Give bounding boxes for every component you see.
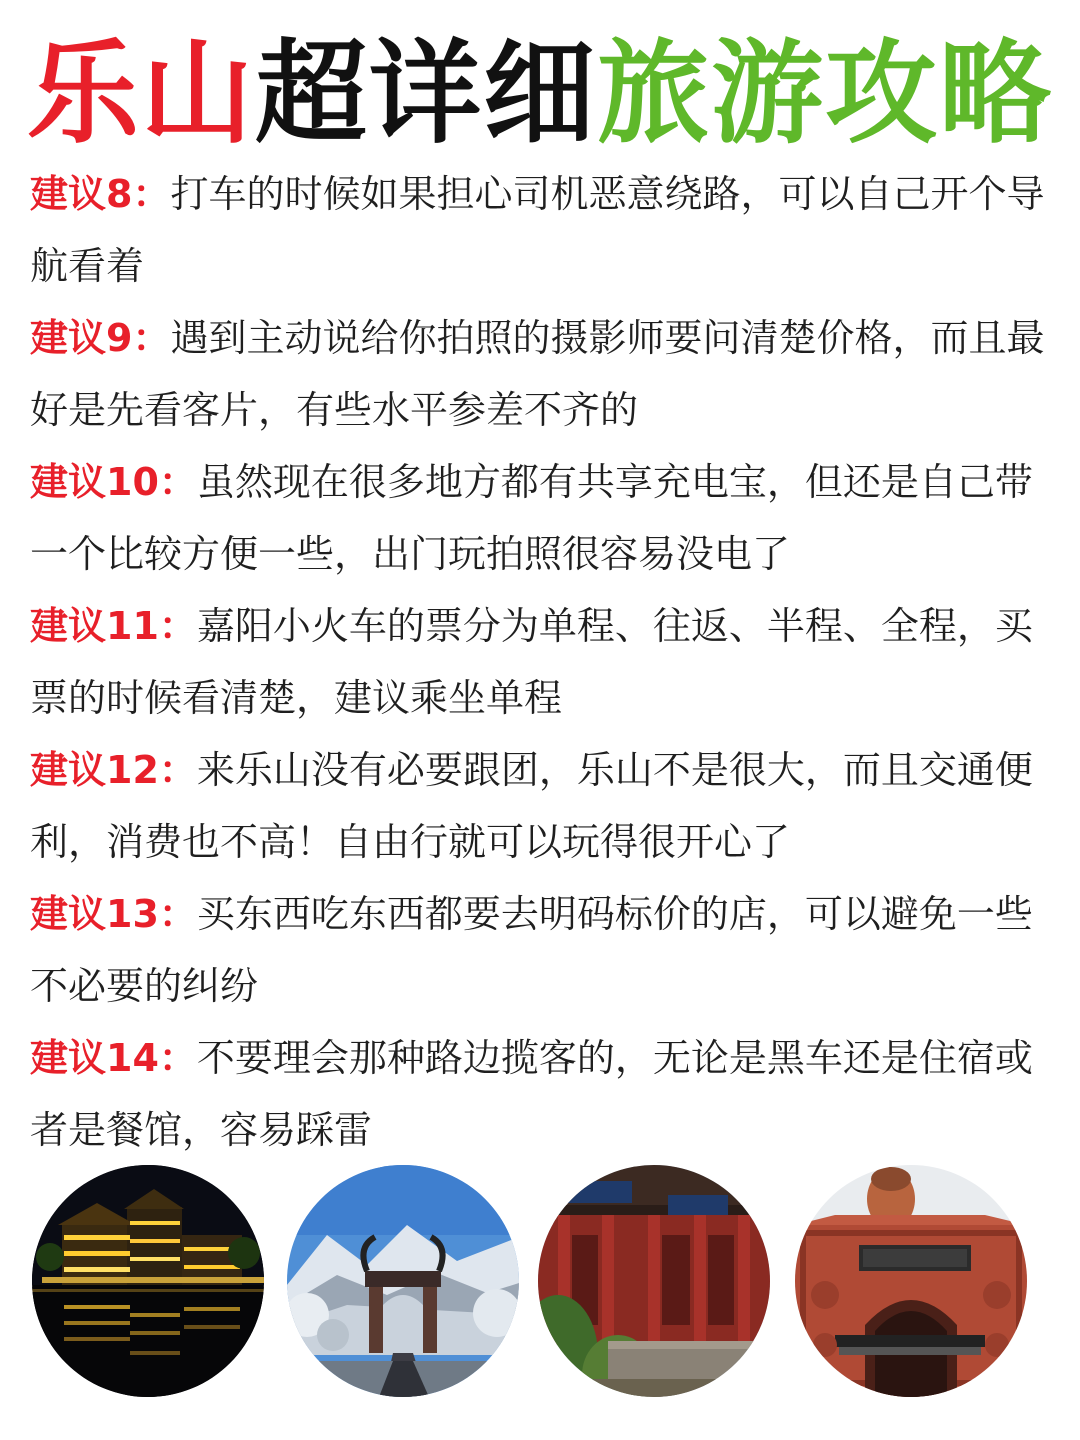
photo-row bbox=[30, 1165, 1050, 1405]
tip-text: 不要理会那种路边揽客的，无论是黑车还是住宿或者是餐馆，容易踩雷 bbox=[30, 1036, 1033, 1152]
tip-item bbox=[30, 734, 1060, 878]
tip-text: 买东西吃东西都要去明码标价的店，可以避免一些不必要的纠纷 bbox=[30, 892, 1033, 1008]
tip-item bbox=[30, 1022, 1060, 1166]
snowy-mountain-gate-photo bbox=[287, 1165, 519, 1397]
tips-list bbox=[30, 158, 1060, 1166]
tip-label: 建议14： bbox=[30, 1036, 197, 1080]
tip-item bbox=[30, 878, 1060, 1022]
tip-item bbox=[30, 158, 1060, 302]
tip-item bbox=[30, 446, 1060, 590]
tip-text: 嘉阳小火车的票分为单程、往返、半程、全程，买票的时候看清楚，建议乘坐单程 bbox=[30, 604, 1033, 720]
tip-text: 来乐山没有必要跟团，乐山不是很大，而且交通便利，消费也不高！自由行就可以玩得很开心了 bbox=[30, 748, 1033, 864]
title-part-leshan: 乐山 bbox=[27, 29, 255, 159]
tip-item bbox=[30, 590, 1060, 734]
title-part-travel-guide: 旅游攻略 bbox=[597, 29, 1053, 159]
tip-text: 打车的时候如果担心司机恶意绕路，可以自己开个导航看着 bbox=[30, 172, 1045, 288]
tip-text: 遇到主动说给你拍照的摄影师要问清楚价格，而且最好是先看客片，有些水平参差不齐的 bbox=[30, 316, 1045, 432]
tip-item bbox=[30, 302, 1060, 446]
tip-label: 建议10： bbox=[30, 460, 197, 504]
tip-text: 虽然现在很多地方都有共享充电宝，但还是自己带一个比较方便一些，出门玩拍照很容易没电了 bbox=[30, 460, 1033, 576]
page-title bbox=[0, 24, 1080, 164]
tip-label: 建议9： bbox=[30, 316, 171, 360]
buddha-gate-photo bbox=[795, 1165, 1027, 1397]
title-part-detailed: 超详细 bbox=[255, 29, 597, 159]
tip-label: 建议13： bbox=[30, 892, 197, 936]
tip-label: 建议11： bbox=[30, 604, 197, 648]
tip-label: 建议8： bbox=[30, 172, 171, 216]
tip-label: 建议12： bbox=[30, 748, 197, 792]
night-town-reflection-photo bbox=[32, 1165, 264, 1397]
red-temple-hall-photo bbox=[538, 1165, 770, 1397]
